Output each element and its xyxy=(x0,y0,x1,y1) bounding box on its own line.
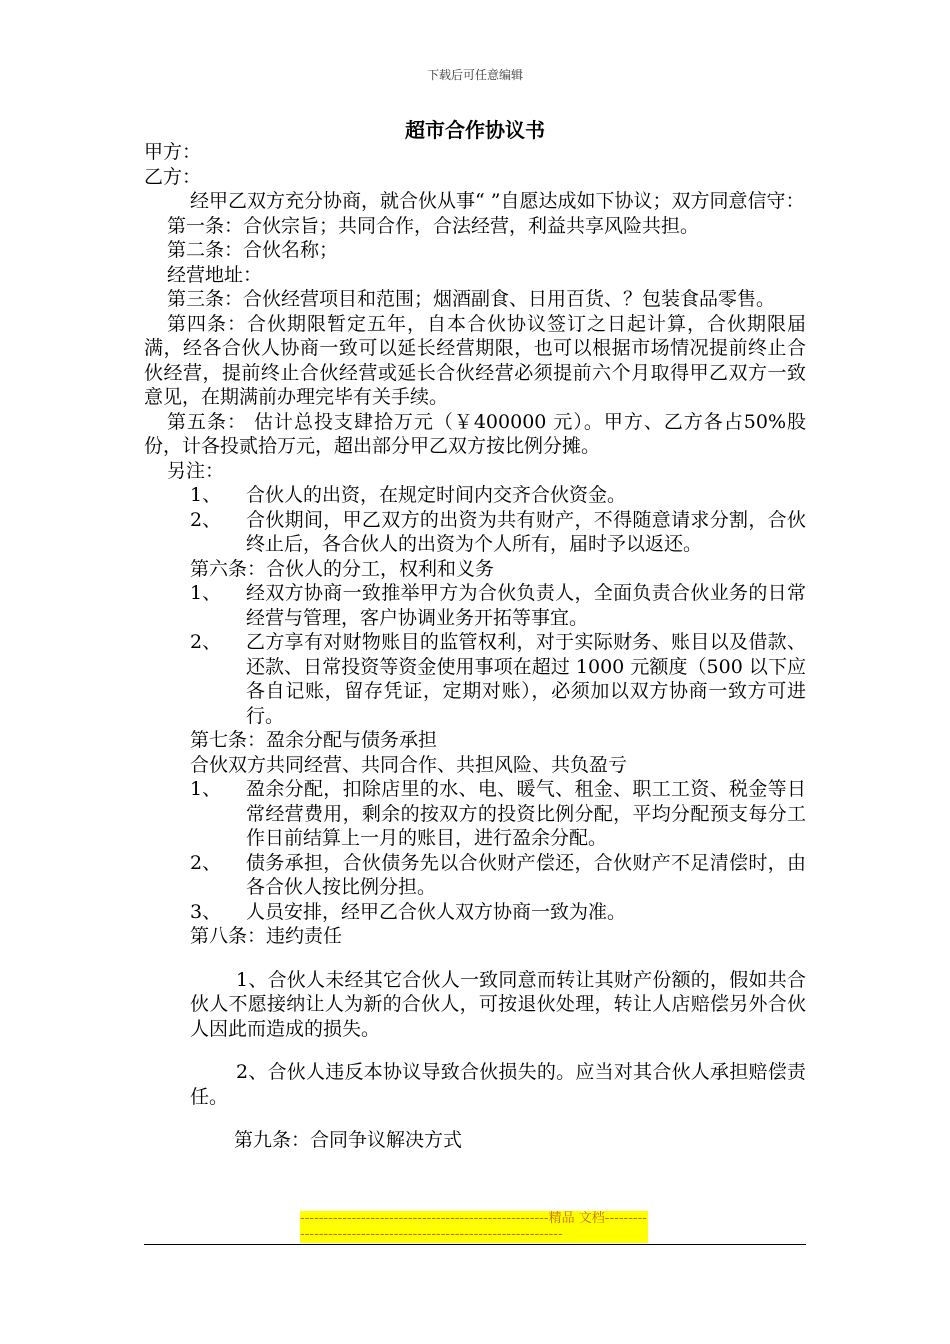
article-7: 第七条：盈余分配与债务承担 xyxy=(190,729,438,751)
party-b-line: 乙方： xyxy=(144,165,202,188)
list-item xyxy=(190,851,806,900)
list-number: 1、 xyxy=(190,778,222,800)
article-1: 第一条：合伙宗旨；共同合作，合法经营，利益共享风险共担。 xyxy=(167,214,700,237)
list-number: 2、 xyxy=(190,631,222,653)
intro-paragraph: 经甲乙双方充分协商，就合伙从事“ ”自愿达成如下协议；双方同意信守： xyxy=(190,190,805,212)
list-number: 2、 xyxy=(190,851,222,874)
article-9: 第九条：合同争议解决方式 xyxy=(234,1129,463,1151)
list-text: 债务承担，合伙债务先以合伙财产偿还，合伙财产不足清偿时，由各合伙人按比例分担。 xyxy=(246,851,806,898)
article-3: 第三条：合伙经营项目和范围；烟酒副食、日用百货、？包装食品零售。 xyxy=(167,288,776,310)
list-item xyxy=(190,900,806,925)
article-7-subtitle: 合伙双方共同经营、共同合作、共担风险、共负盈亏 xyxy=(190,753,628,776)
footer-watermark-band: -----------------------------------------------------精品 文档----------------------------------------------------------------- xyxy=(300,1211,647,1242)
document-title: 超市合作协议书 xyxy=(405,118,545,142)
notes-label: 另注： xyxy=(167,459,225,482)
page-header-note: 下载后可任意编辑 xyxy=(426,68,523,82)
footer-divider xyxy=(144,1244,806,1245)
list-item xyxy=(190,630,806,728)
list-number: 2、 xyxy=(190,508,222,531)
article-8-clause-1: 1、合伙人未经其它合伙人一致同意而转让其财产份额的，假如共合伙人不愿接纳让人为新的合伙人，可按退伙处理，转让人店赔偿另外合伙人因此而造成的损失。 xyxy=(190,968,806,1040)
article-6: 第六条：合伙人的分工，权利和义务 xyxy=(190,557,495,580)
list-text: 经双方协商一致推举甲方为合伙负责人，全面负责合伙业务的日常经营与管理，客户协调业务开拓等事宜。 xyxy=(246,582,806,629)
article-2: 第二条：合伙名称； xyxy=(167,239,339,261)
list-text: 合伙人的出资，在规定时间内交齐合伙资金。 xyxy=(246,484,627,506)
list-number: 1、 xyxy=(190,484,222,506)
list-text: 合伙期间，甲乙双方的出资为共有财产，不得随意请求分割，合伙终止后，各合伙人的出资为个人所有，届时予以返还。 xyxy=(246,508,806,555)
list-text: 盈余分配，扣除店里的水、电、暖气、租金、职工工资、税金等日常经营费用，剩余的按双方的投资比例分配，平均分配预支每分工作日前结算上一月的账目，进行盈余分配。 xyxy=(246,778,806,849)
list-item xyxy=(190,581,806,630)
article-8: 第八条：违约责任 xyxy=(190,925,343,947)
business-address: 经营地址： xyxy=(167,263,263,286)
article-5: 第五条： 估计总投支肆拾万元（￥400000 元）。甲方、乙方各占50%股份，计各投贰拾万元，超出部分甲乙双方按比例分摊。 xyxy=(144,410,806,457)
list-item xyxy=(190,508,806,557)
list-text: 人员安排，经甲乙合伙人双方协商一致为准。 xyxy=(246,900,627,923)
list-number: 3、 xyxy=(190,900,222,923)
list-text: 乙方享有对财物账目的监管权利，对于实际财务、账目以及借款、还款、日常投资等资金使用事项在超过 1000 元额度（500 以下应各自记账，留存凭证，定期对账），必须加以双方协商一致方可进行。 xyxy=(246,631,806,727)
document-body xyxy=(144,140,806,1153)
list-item xyxy=(190,777,806,851)
party-a-line: 甲方： xyxy=(144,141,202,163)
article-8-clause-2: 2、合伙人违反本协议导致合伙损失的。应当对其合伙人承担赔偿责任。 xyxy=(190,1061,806,1108)
list-number: 1、 xyxy=(190,582,222,604)
article-4: 第四条：合伙期限暂定五年，自本合伙协议签订之日起计算，合伙期限届满，经各合伙人协商一致可以延长经营期限，也可以根据市场情况提前终止合伙经营，提前终止合伙经营或延长合伙经营必须提前六个月取得甲乙双方一致意见，在期满前办理完毕有关手续。 xyxy=(144,312,806,408)
list-item xyxy=(190,483,806,508)
